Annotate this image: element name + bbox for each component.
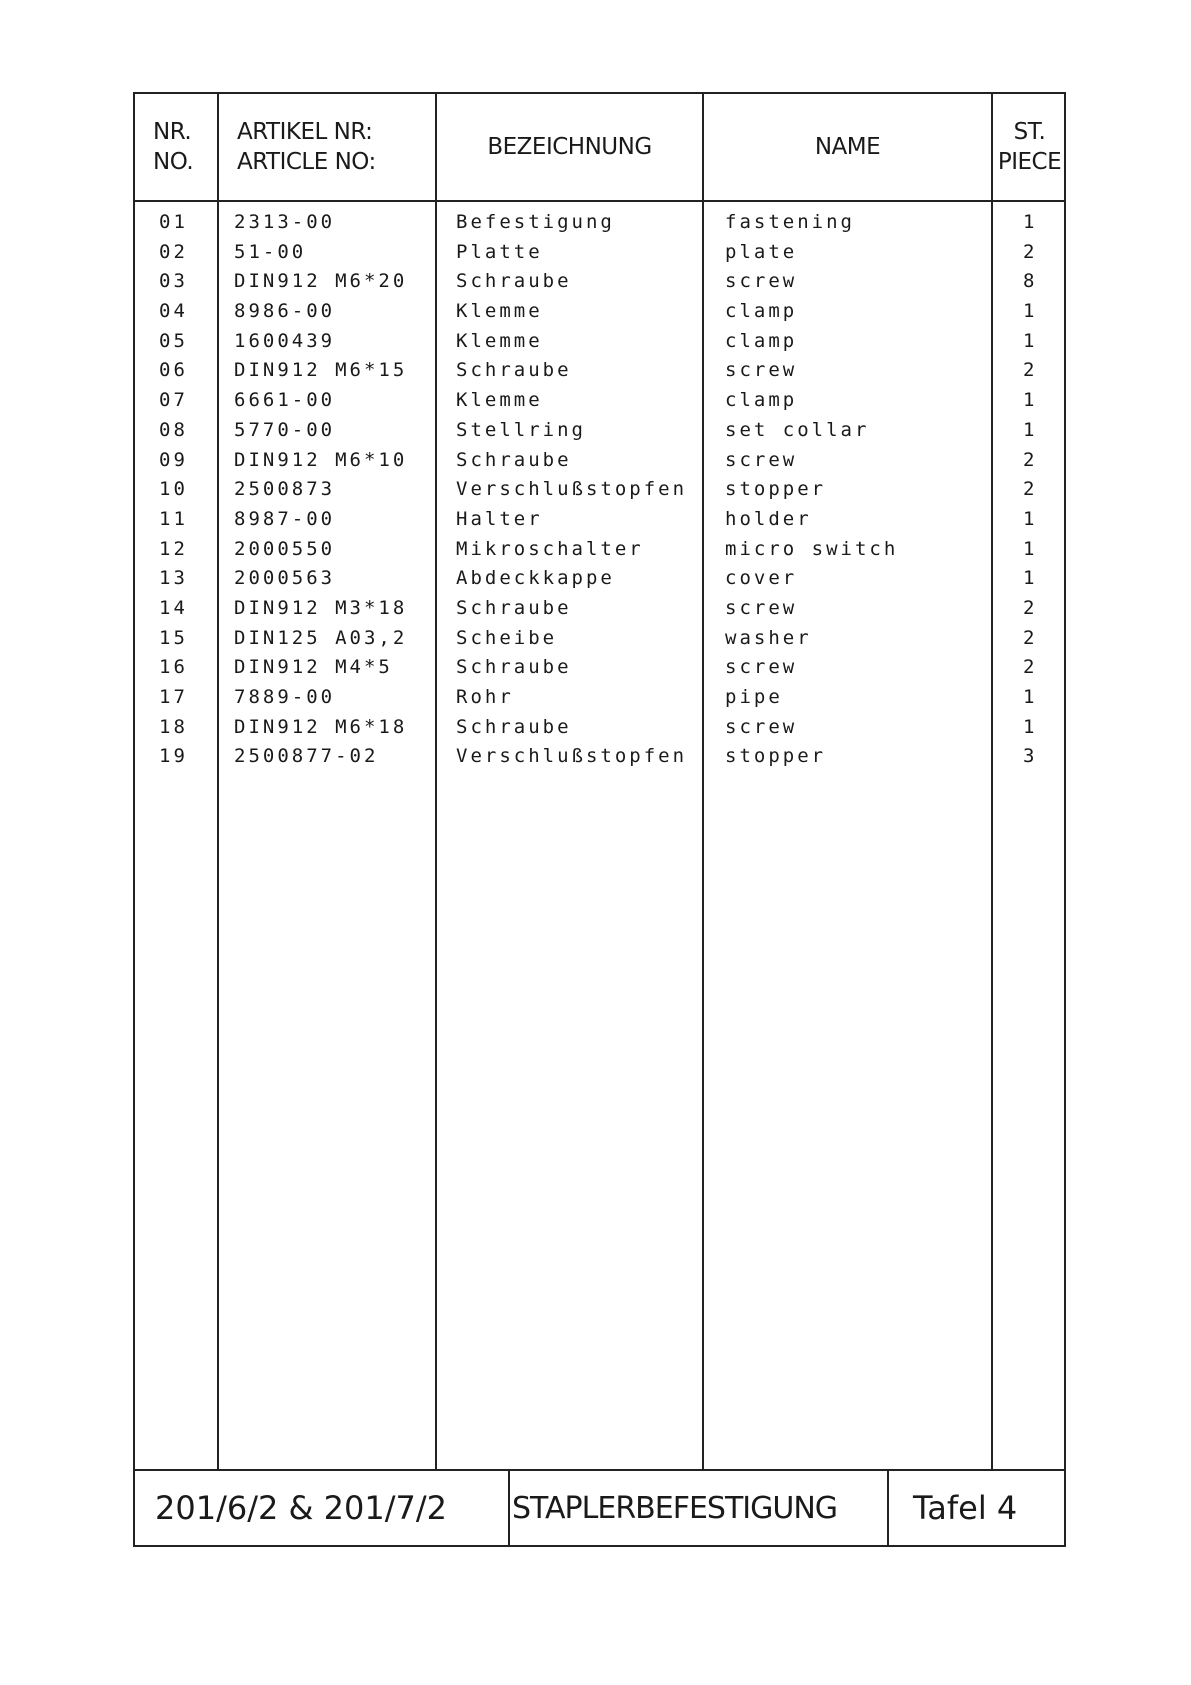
- row-quantity: 2: [1023, 596, 1035, 619]
- row-bezeichnung: Rohr: [456, 686, 514, 708]
- row-quantity: 2: [1023, 478, 1035, 501]
- table-row: [135, 300, 1064, 330]
- row-name: micro switch: [725, 537, 899, 560]
- row-nr: 10: [159, 478, 188, 501]
- row-article-number: DIN912 M6*20: [234, 270, 408, 293]
- header-qty-de: ST.: [1013, 119, 1046, 145]
- row-bezeichnung: Halter: [456, 507, 543, 530]
- row-name: screw: [725, 270, 798, 293]
- row-bezeichnung: Klemme: [456, 300, 543, 323]
- row-bezeichnung: Verschlußstopfen: [456, 745, 688, 768]
- row-article-number: DIN125 A03,2: [234, 626, 408, 649]
- parts-list-sheet: [133, 92, 1066, 1547]
- row-quantity: 2: [1023, 240, 1035, 263]
- row-name: clamp: [725, 329, 798, 352]
- row-quantity: 1: [1023, 567, 1035, 590]
- row-bezeichnung: Platte: [456, 240, 543, 263]
- row-name: screw: [725, 715, 798, 738]
- row-quantity: 2: [1023, 359, 1035, 382]
- header-article-en: ARTICLE NO:: [237, 149, 376, 175]
- row-article-number: DIN912 M6*18: [234, 715, 408, 738]
- header-article-de: ARTIKEL NR:: [237, 119, 373, 145]
- row-quantity: 1: [1023, 715, 1035, 738]
- row-nr: 18: [159, 715, 188, 738]
- table-row: [135, 241, 1064, 271]
- row-name: holder: [725, 507, 812, 530]
- row-name: screw: [725, 448, 798, 471]
- row-quantity: 8: [1023, 270, 1035, 293]
- row-bezeichnung: Klemme: [456, 389, 543, 412]
- row-nr: 06: [159, 359, 188, 382]
- table-row: [135, 745, 1064, 775]
- header-bezeichnung-label: BEZEICHNUNG: [487, 134, 652, 160]
- table-row: [135, 656, 1064, 686]
- row-name: clamp: [725, 389, 798, 412]
- row-quantity: 1: [1023, 211, 1035, 233]
- header-qty-en: PIECE: [997, 149, 1062, 175]
- table-row: [135, 508, 1064, 538]
- row-bezeichnung: Schraube: [456, 359, 572, 382]
- table-row: [135, 449, 1064, 479]
- table-row: [135, 359, 1064, 389]
- header-nr-de: NR.: [153, 119, 192, 145]
- row-quantity: 2: [1023, 656, 1035, 679]
- row-article-number: 6661-00: [234, 389, 336, 412]
- row-article-number: DIN912 M4*5: [234, 656, 393, 679]
- row-article-number: 2000550: [234, 537, 336, 560]
- row-bezeichnung: Schraube: [456, 715, 572, 738]
- row-article-number: 2000563: [234, 567, 336, 590]
- row-nr: 15: [159, 626, 188, 649]
- row-bezeichnung: Scheibe: [456, 626, 558, 649]
- row-quantity: 1: [1023, 329, 1035, 352]
- row-article-number: DIN912 M6*10: [234, 448, 408, 471]
- row-bezeichnung: Schraube: [456, 448, 572, 471]
- row-article-number: DIN912 M6*15: [234, 359, 408, 382]
- row-bezeichnung: Mikroschalter: [456, 537, 644, 560]
- header-name: [704, 94, 991, 200]
- row-nr: 16: [159, 656, 188, 679]
- row-quantity: 1: [1023, 389, 1035, 412]
- footer-plate: Tafel 4: [913, 1489, 1018, 1527]
- row-name: screw: [725, 656, 798, 679]
- header-name-label: NAME: [814, 134, 881, 160]
- table-row: [135, 567, 1064, 597]
- row-name: clamp: [725, 300, 798, 323]
- row-quantity: 1: [1023, 300, 1035, 323]
- footer-divider: [508, 1469, 510, 1547]
- row-quantity: 1: [1023, 537, 1035, 560]
- table-row: [135, 211, 1064, 241]
- row-nr: 03: [159, 270, 188, 293]
- row-nr: 01: [159, 211, 188, 233]
- header-separator: [135, 200, 1064, 202]
- row-nr: 08: [159, 418, 188, 441]
- header-bezeichnung: [437, 94, 702, 200]
- row-name: fastening: [725, 211, 855, 233]
- row-article-number: 2500877-02: [234, 745, 379, 768]
- row-name: set collar: [725, 418, 870, 441]
- row-nr: 17: [159, 686, 188, 708]
- table-row: [135, 419, 1064, 449]
- table-row: [135, 686, 1064, 716]
- row-article-number: 2313-00: [234, 211, 336, 233]
- table-row: [135, 330, 1064, 360]
- row-nr: 04: [159, 300, 188, 323]
- row-article-number: DIN912 M3*18: [234, 596, 408, 619]
- row-article-number: 51-00: [234, 240, 307, 263]
- table-row: [135, 716, 1064, 746]
- row-nr: 14: [159, 596, 188, 619]
- table-row: [135, 597, 1064, 627]
- row-quantity: 1: [1023, 507, 1035, 530]
- footer-plate-cell: [913, 1469, 1063, 1547]
- row-name: screw: [725, 359, 798, 382]
- header-qty: [993, 94, 1066, 200]
- row-name: screw: [725, 596, 798, 619]
- row-bezeichnung: Abdeckkappe: [456, 567, 615, 590]
- row-name: plate: [725, 240, 798, 263]
- row-nr: 05: [159, 329, 188, 352]
- table-row: [135, 270, 1064, 300]
- row-article-number: 7889-00: [234, 686, 336, 708]
- row-bezeichnung: Befestigung: [456, 211, 615, 233]
- footer-title-cell: [512, 1469, 886, 1547]
- header-nr-en: NO.: [153, 149, 194, 175]
- footer-model-cell: [155, 1469, 505, 1547]
- header-nr: [153, 94, 215, 200]
- row-quantity: 1: [1023, 686, 1035, 708]
- table-row: [135, 478, 1064, 508]
- row-bezeichnung: Stellring: [456, 418, 586, 441]
- row-name: pipe: [725, 686, 783, 708]
- table-row: [135, 538, 1064, 568]
- row-bezeichnung: Schraube: [456, 270, 572, 293]
- row-nr: 09: [159, 448, 188, 471]
- row-quantity: 3: [1023, 745, 1035, 768]
- row-quantity: 2: [1023, 626, 1035, 649]
- row-article-number: 1600439: [234, 329, 336, 352]
- table-row: [135, 627, 1064, 657]
- row-bezeichnung: Schraube: [456, 596, 572, 619]
- row-article-number: 2500873: [234, 478, 336, 501]
- footer-divider: [887, 1469, 889, 1547]
- row-quantity: 1: [1023, 418, 1035, 441]
- header-article: [237, 94, 433, 200]
- footer-title: STAPLERBEFESTIGUNG: [512, 1490, 838, 1526]
- footer-model: 201/6/2 & 201/7/2: [155, 1489, 448, 1527]
- parts-table-body: [135, 211, 1064, 775]
- row-bezeichnung: Schraube: [456, 656, 572, 679]
- row-nr: 11: [159, 507, 188, 530]
- row-name: cover: [725, 567, 798, 590]
- row-article-number: 5770-00: [234, 418, 336, 441]
- row-nr: 19: [159, 745, 188, 768]
- row-nr: 13: [159, 567, 188, 590]
- row-name: stopper: [725, 478, 827, 501]
- row-name: stopper: [725, 745, 827, 768]
- row-nr: 12: [159, 537, 188, 560]
- row-article-number: 8986-00: [234, 300, 336, 323]
- table-row: [135, 389, 1064, 419]
- row-quantity: 2: [1023, 448, 1035, 471]
- row-nr: 07: [159, 389, 188, 412]
- row-bezeichnung: Verschlußstopfen: [456, 478, 688, 501]
- row-bezeichnung: Klemme: [456, 329, 543, 352]
- row-name: washer: [725, 626, 812, 649]
- row-article-number: 8987-00: [234, 507, 336, 530]
- row-nr: 02: [159, 240, 188, 263]
